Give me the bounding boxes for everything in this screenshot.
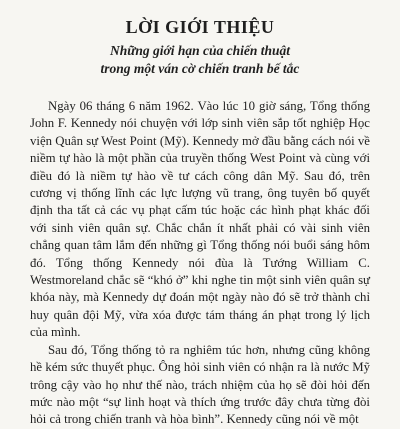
subtitle-line-1: Những giới hạn của chiến thuật	[109, 43, 290, 58]
paragraph-1: Ngày 06 tháng 6 năm 1962. Vào lúc 10 giờ sáng, Tổng thống John F. Kennedy nói chuyện với lớp sinh viên sắp tốt nghiệp Học viện Quân sự West Point (Mỹ). Kennedy mở đầu bằng cách nói về niềm tự hào là một phần của truyền thống West Point và cùng với điều đó là niềm tự hào về tư cách công dân Mỹ. Sau đó, trên cương vị thống lĩnh các lực lượng vũ trang, ông tuyên bố quyết định tha tất cả các vụ phạt cấm túc hoặc các hình phạt khác đối với sinh viên quân sự. Chắc chắn ít nhất phải có vài sinh viên chẳng quan tâm lắm đến những gì Tổng thống nói buổi sáng hôm đó. Tổng thống Kennedy nói đùa là Tướng William C. Westmoreland chắc sẽ “khó ở” khi nghe tin một sinh viên quân sự khóa này, mà Kennedy dự đoán một ngày nào đó sẽ trở thành chỉ huy quân đội Mỹ, vừa xóa được tám tháng án phạt trong lý lịch của mình.	[30, 99, 370, 340]
page-title: LỜI GIỚI THIỆU	[125, 17, 275, 37]
subtitle-line-2: trong một ván cờ chiến tranh bế tắc	[100, 61, 300, 76]
body-text	[30, 98, 370, 429]
page-subtitle	[30, 42, 370, 78]
paragraph-2: Sau đó, Tổng thống tỏ ra nghiêm túc hơn, nhưng cũng không hề kém sức thuyết phục. Ông hỏi sinh viên có nhận ra là nước Mỹ trông cậy vào họ như thế nào, trách nhiệm của họ sẽ đòi hỏi đến mức nào một “sự linh hoạt và thích ứng trước đây chưa từng đòi hỏi cả trong chiến tranh và hòa bình”. Kennedy cũng nói về một	[30, 342, 370, 427]
